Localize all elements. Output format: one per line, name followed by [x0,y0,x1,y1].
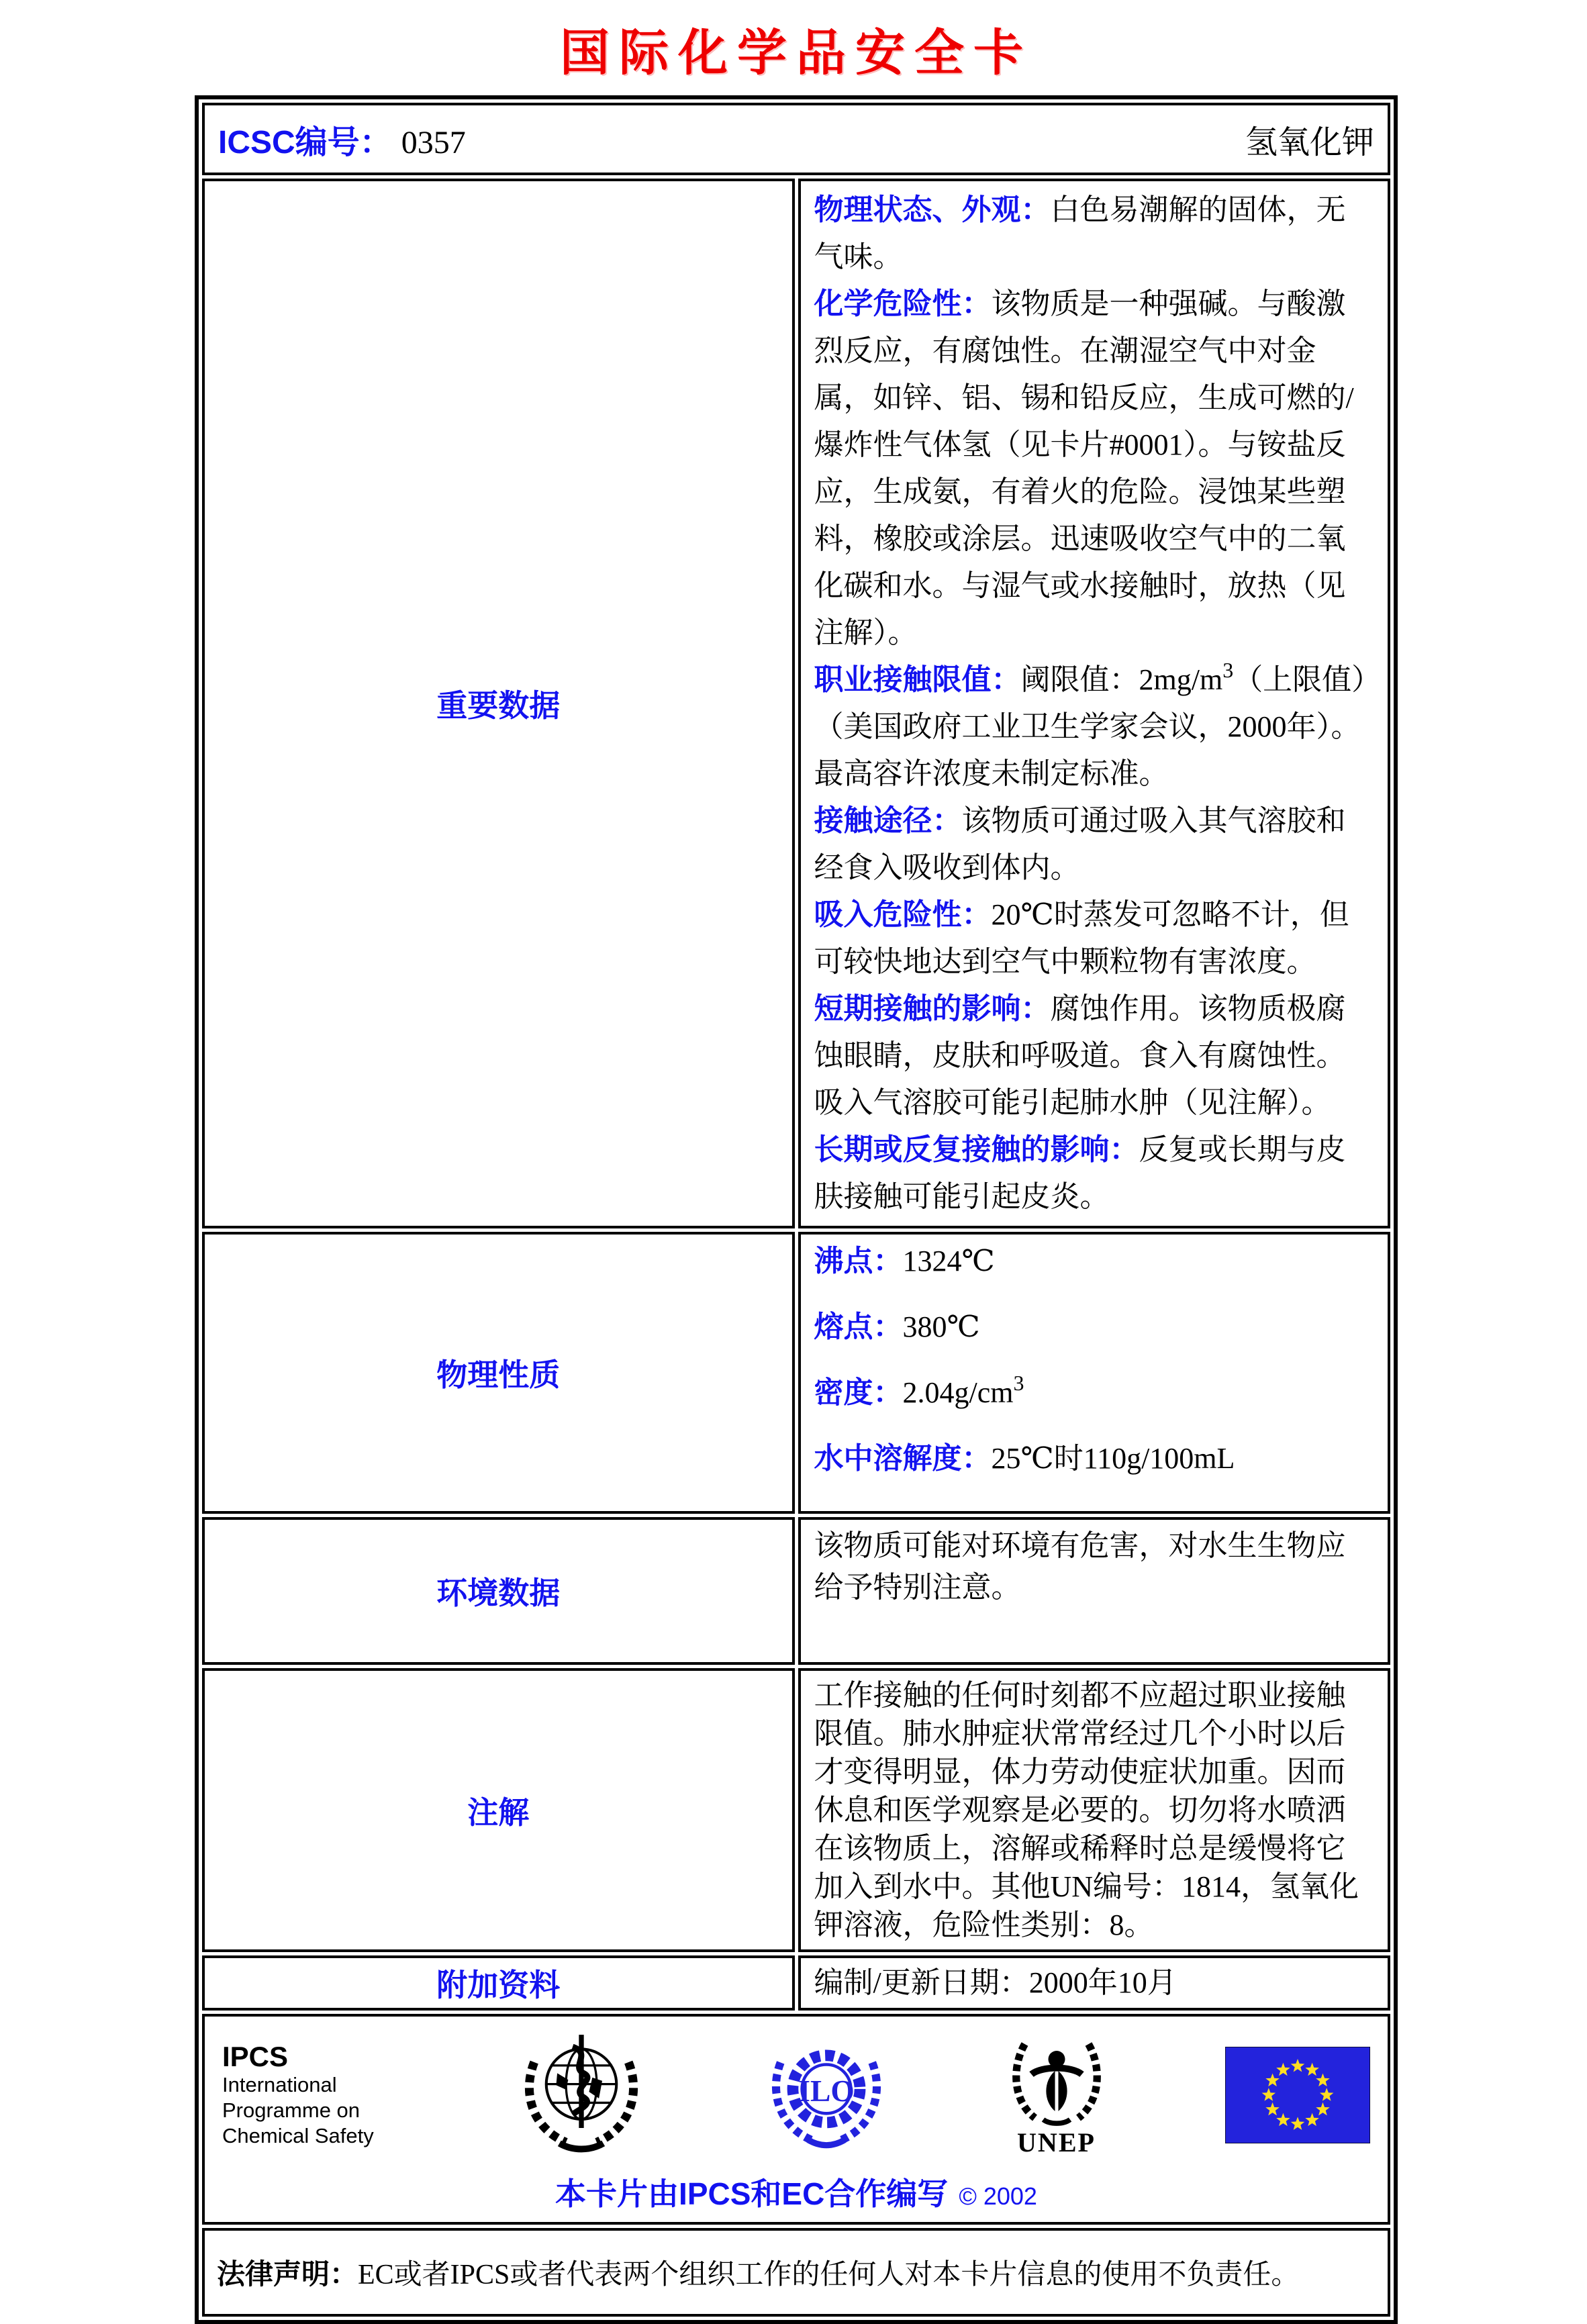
icsc-number-group [218,116,466,162]
section-long-term-effects [814,1126,1375,1220]
ipcs-line-3: Chemical Safety [222,2124,374,2147]
unep-logo-block [1006,2034,1107,2156]
logos-cell [202,2014,1390,2225]
header-cell [202,103,1390,175]
page-title: 国际化学品安全卡 [560,25,1032,81]
copyright-text: © 2002 [959,2182,1037,2210]
section-label: 接触途径： [814,804,962,837]
unep-emblem-icon [1006,2034,1107,2135]
prepared-updated-date: 编制/更新日期：2000年10月 [814,1966,1177,1999]
ilo-letters: ILO [798,2074,855,2109]
section-text: 该物质是一种强碱。与酸激烈反应，有腐蚀性。在潮湿空气中对金属，如锌、铝、锡和铅反应，生成可燃的/爆炸性气体氢（见卡片#0001）。与铵盐反应，生成氨，有着火的危险。浸蚀某些塑料，橡胶或涂层。迅速吸收空气中的二氧化碳和水。与湿气或水接触时，放热（见注解）。 [814,287,1354,649]
physical-properties-content [798,1232,1391,1514]
section-inhalation-risk [814,891,1375,985]
ipcs-line-1: International [222,2073,337,2096]
notes-row [202,1668,1390,1952]
property-value: 1324℃ [902,1245,995,1277]
ipcs-acronym: IPCS [222,2041,289,2072]
property-density [814,1371,1375,1414]
additional-info-content [798,1955,1391,2011]
section-physical-state [814,187,1375,281]
legal-row [202,2228,1390,2317]
property-label: 沸点： [814,1245,903,1277]
section-occupational-limit [814,657,1375,797]
section-label: 化学危险性： [814,287,992,320]
section-label: 吸入危险性： [814,898,992,931]
section-short-term-effects [814,985,1375,1126]
property-label: 密度： [814,1376,903,1409]
environmental-data-row [202,1517,1390,1665]
header-flex [218,111,1374,167]
important-data-content [798,179,1391,1228]
logos-row [202,2014,1390,2225]
legal-text: EC或者IPCS或者代表两个组织工作的任何人对本卡片信息的使用不负责任。 [358,2260,1300,2290]
important-data-row-label: 重要数据 [202,179,795,1228]
property-value: 25℃时110g/100mL [991,1442,1235,1475]
property-value: 2.04g/cm [902,1376,1014,1409]
physical-properties-row-label: 物理性质 [202,1232,795,1514]
additional-info-row [202,1955,1390,2011]
eu-flag-icon [1225,2047,1370,2143]
section-label: 短期接触的影响： [814,992,1051,1025]
icsc-number-label: ICSC编号： [218,124,392,160]
who-emblem-icon [516,2029,647,2161]
credit-text: 本卡片由IPCS和EC合作编写 [555,2176,949,2211]
section-label: 长期或反复接触的影响： [814,1133,1139,1166]
notes-row-label: 注解 [202,1668,795,1952]
environmental-data-content [798,1517,1391,1665]
property-boiling-point [814,1240,1375,1283]
property-label: 水中溶解度： [814,1442,992,1475]
chemical-name: 氢氧化钾 [1245,124,1374,160]
ipcs-line-2: Programme on [222,2098,360,2122]
logos-band [222,2025,1370,2166]
section-text: 阈限值：2mg/m [1020,663,1223,696]
section-label: 职业接触限值： [814,663,1021,696]
notes-text: 工作接触的任何时刻都不应超过职业接触限值。肺水肿症状常常经过几个小时以后才变得明显，体力劳动使症状加重。因而休息和医学观察是必要的。切勿将水喷洒在该物质上，溶解或稀释时总是缓慢将它加入到水中。其他UN编号：1814，氢氧化钾溶液，危险性类别：8。 [814,1679,1359,1941]
section-text: 反复或长期与皮肤接触可能引起皮炎。 [814,1133,1346,1213]
header-row [202,103,1390,175]
section-text: 腐蚀作用。该物质极腐蚀眼睛，皮肤和呼吸道。食入有腐蚀性。吸入气溶胶可能引起肺水肿（见注解）。 [814,992,1346,1119]
physical-properties-row [202,1232,1390,1514]
additional-info-row-label: 附加资料 [202,1955,795,2011]
icsc-number-value: 0357 [401,124,466,160]
superscript: 3 [1013,1371,1024,1395]
section-text: 20℃时蒸发可忽略不计，但可较快地达到空气中颗粒物有害浓度。 [814,898,1349,978]
section-text: 白色易潮解的固体，无气味。 [814,193,1346,273]
unep-caption: UNEP [1017,2127,1096,2158]
section-label: 物理状态、外观： [814,193,1051,226]
property-label: 熔点： [814,1310,903,1343]
ipcs-text-block [222,2041,397,2149]
property-melting-point [814,1306,1375,1349]
environmental-data-text: 该物质可能对环境有危害，对水生生物应给予特别注意。 [814,1529,1346,1604]
credit-line [222,2170,1370,2214]
environmental-data-row-label: 环境数据 [202,1517,795,1665]
section-chemical-hazard [814,281,1375,657]
safety-card-table [195,95,1398,2324]
section-exposure-routes [814,797,1375,891]
section-text: 该物质可通过吸入其气溶胶和经食入吸收到体内。 [814,804,1346,884]
property-water-solubility [814,1437,1375,1480]
ilo-emblem-icon [765,2034,887,2156]
section-text: （上限值）（美国政府工业卫生学家会议，2000年）。最高容许浓度未制定标准。 [814,663,1367,790]
legal-cell [202,2228,1390,2317]
property-value: 380℃ [902,1310,980,1343]
important-data-row [202,179,1390,1228]
notes-content [798,1668,1391,1952]
superscript: 3 [1222,658,1234,682]
legal-label: 法律声明： [217,2258,358,2290]
